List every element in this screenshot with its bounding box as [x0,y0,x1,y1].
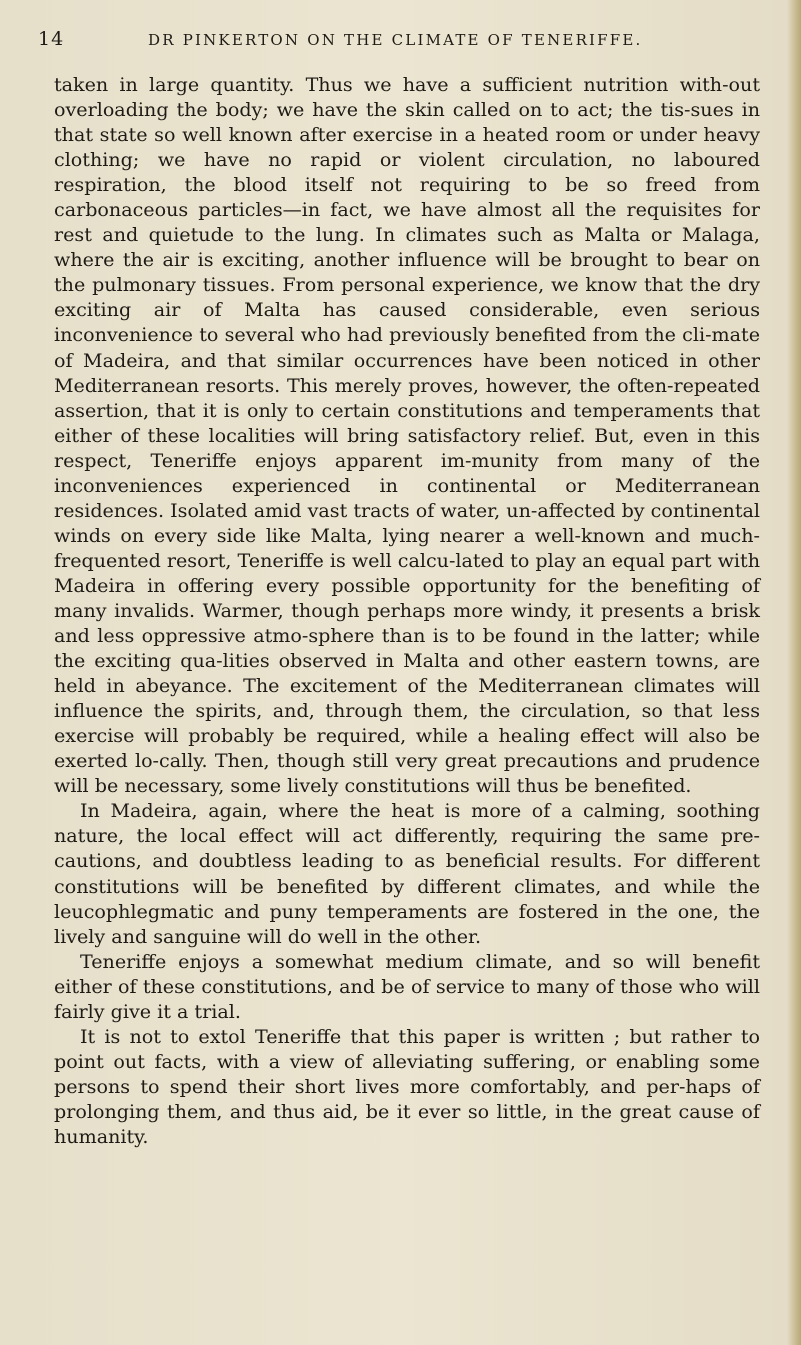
paragraph-teneriffe-medium: Teneriffe enjoys a somewhat medium climate, and so will benefit either of these constitutions, and be of service to many of those who will fairly give it a trial. [54,949,760,1023]
page-edge-shadow [787,0,801,1345]
paragraph-madeira: In Madeira, again, where the heat is more of a calming, soothing nature, the local effect will act differently, requiring the same pre-cautions, and doubtless leading to as beneficial results. For different constitutions will be benefited by different climates, and while the leucophlegmatic and puny temperaments are fostered in the one, the lively and sanguine will do well in the other. [54,799,760,948]
paragraph-conclusion: It is not to extol Teneriffe that this paper is written ; but rather to point out facts, with a view of alleviating suffering, or enabling some persons to spend their short lives more comfortably, and per-haps of prolonging them, and thus aid, be it ever so little, in the great cause of humanity. [54,1024,760,1148]
page-number: 14 [38,28,65,50]
running-head: DR PINKERTON ON THE CLIMATE OF TENERIFFE. [148,31,643,49]
page-header [38,28,778,54]
paragraph-continued: taken in large quantity. Thus we have a sufficient nutrition with-out overloading the body; we have the skin called on to act; the tis-sues in that state so well known after exercise in a heated room or under heavy clothing; we have no rapid or violent circulation, no laboured respiration, the blood itself not requiring to be so freed from carbonaceous particles—in fact, we have almost all the requisites for rest and quietude to the lung. In climates such as Malta or Malaga, where the air is exciting, another influence will be brought to bear on the pulmonary tissues. From personal experience, we know that the dry exciting air of Malta has caused considerable, even serious inconvenience to several who had previously benefited from the cli-mate of Madeira, and that similar occurrences have been noticed in other Mediterranean resorts. This merely proves, however, the often-repeated assertion, that it is only to certain constitutions and temperaments that either of these localities will bring satisfactory relief. But, even in this respect, Teneriffe enjoys apparent im-munity from many of the inconveniences experienced in continental or Mediterranean residences. Isolated amid vast tracts of water, un-affected by continental winds on every side like Malta, lying nearer a well-known and much-frequented resort, Teneriffe is well calcu-lated to play an equal part with Madeira in offering every possible opportunity for the benefiting of many invalids. Warmer, though perhaps more windy, it presents a brisk and less oppressive atmo-sphere than is to be found in the latter; while the exciting qua-lities observed in Malta and other eastern towns, are held in abeyance. The excitement of the Mediterranean climates will influence the spirits, and, through them, the circulation, so that less exercise will probably be required, while a healing effect will also be exerted lo-cally. Then, though still very great precautions and prudence will be necessary, some lively constitutions will thus be benefited. [54,73,760,798]
body-text [54,72,760,1149]
